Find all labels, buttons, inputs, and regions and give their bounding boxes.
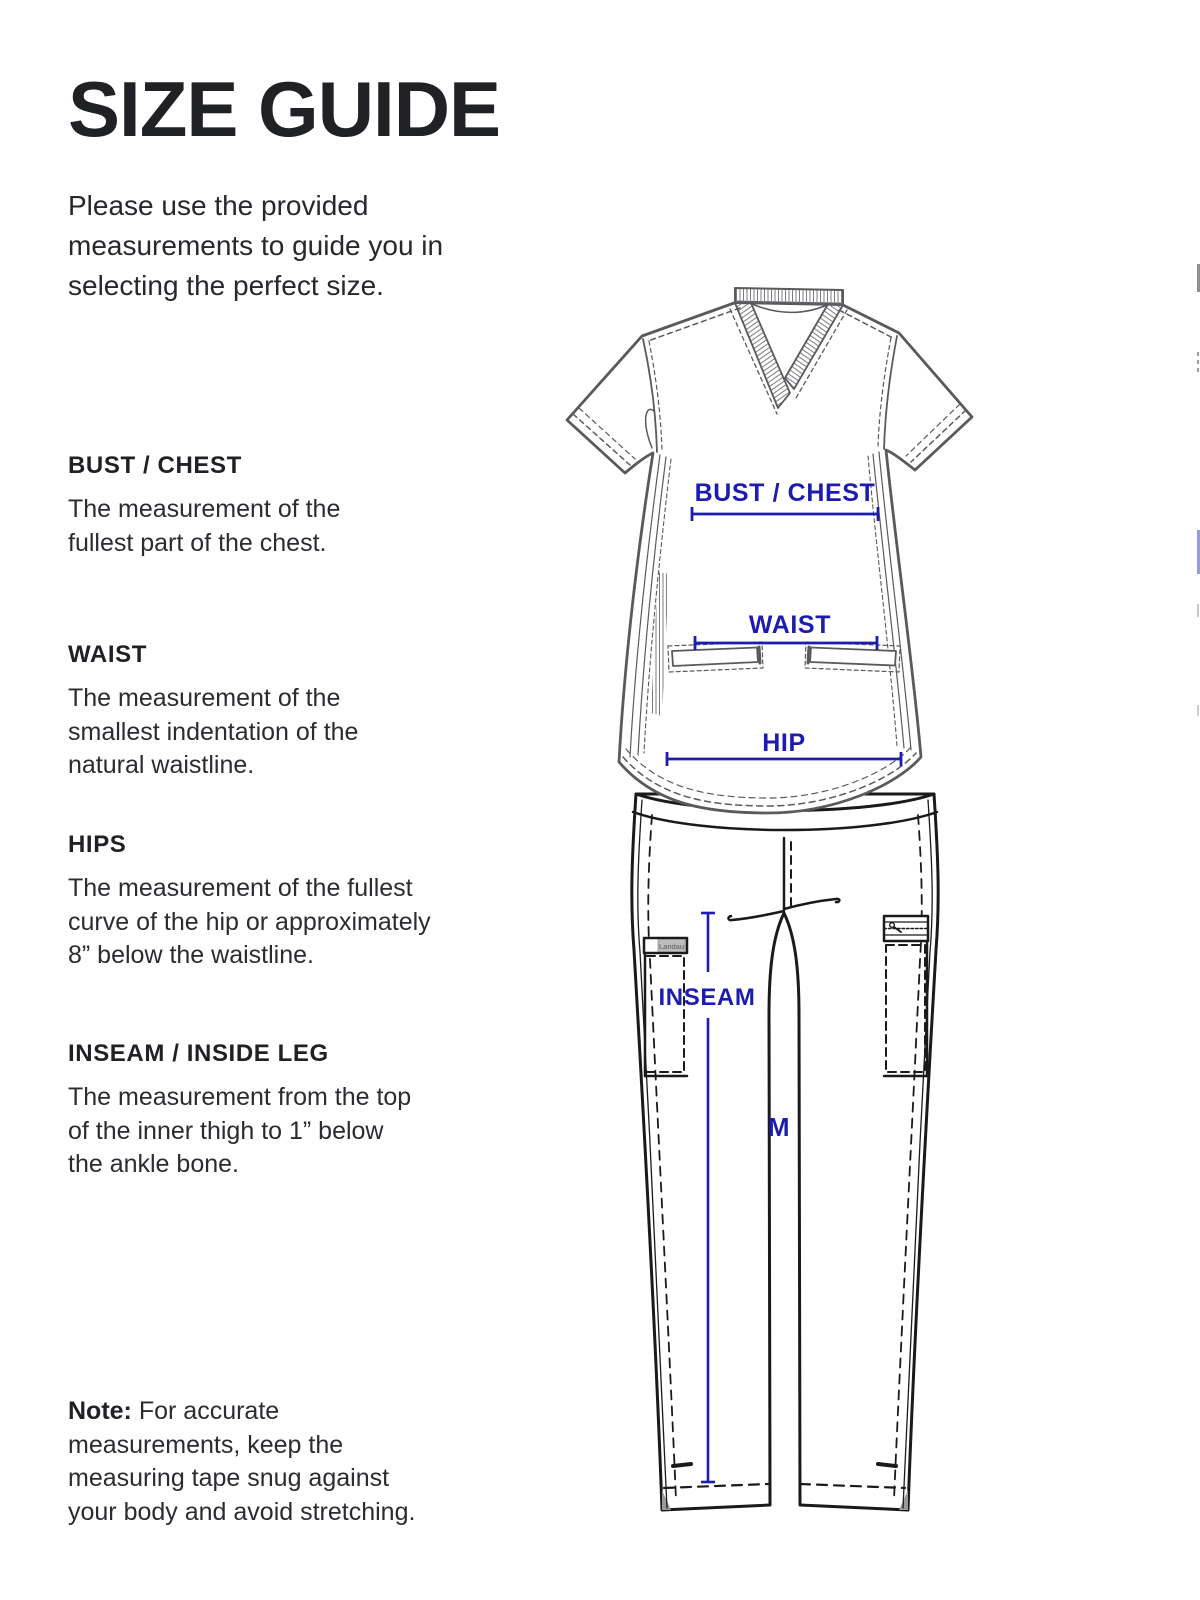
edge-artifact-2 [1197, 352, 1199, 374]
note-label: Note: [68, 1397, 132, 1425]
page-title: SIZE GUIDE [68, 65, 501, 153]
pocket-brand-tag: Landau [658, 942, 685, 951]
section-hips [68, 831, 450, 973]
section-body-waist: The measurement of the smallest indentation of the natural waistline. [68, 684, 359, 779]
edge-artifact-5 [1197, 705, 1199, 716]
note-body: For accurate measurements, keep the measuring tape snug against your body and avoid stretching. [68, 1397, 416, 1526]
edge-artifact-4 [1197, 604, 1199, 617]
section-waist [68, 641, 380, 783]
section-bust-chest [68, 452, 360, 560]
note-text [68, 1395, 430, 1529]
section-heading-inseam: INSEAM / INSIDE LEG [68, 1040, 329, 1067]
scrub-pants-drawing [632, 794, 938, 1510]
bust-chest-label: BUST / CHEST [694, 479, 876, 507]
section-body-bust-chest: The measurement of the fullest part of the chest. [68, 495, 341, 557]
section-heading-bust-chest: BUST / CHEST [68, 452, 242, 479]
size-label: M [767, 1112, 791, 1142]
section-body-hips: The measurement of the fullest curve of the hip or approximately 8” below the waistline. [68, 874, 431, 969]
hip-label: HIP [762, 729, 806, 757]
intro-text: Please use the provided measurements to guide you in selecting the perfect size. [68, 190, 444, 301]
waist-label: WAIST [748, 611, 832, 639]
section-heading-waist: WAIST [68, 641, 147, 668]
section-inseam [68, 1040, 424, 1182]
garment-measurement-diagram [540, 270, 1010, 1520]
section-heading-hips: HIPS [68, 831, 127, 858]
garment-diagram-svg [540, 270, 1010, 1520]
inseam-label: INSEAM [658, 984, 756, 1011]
section-body-inseam: The measurement from the top of the inner thigh to 1” below the ankle bone. [68, 1083, 412, 1178]
